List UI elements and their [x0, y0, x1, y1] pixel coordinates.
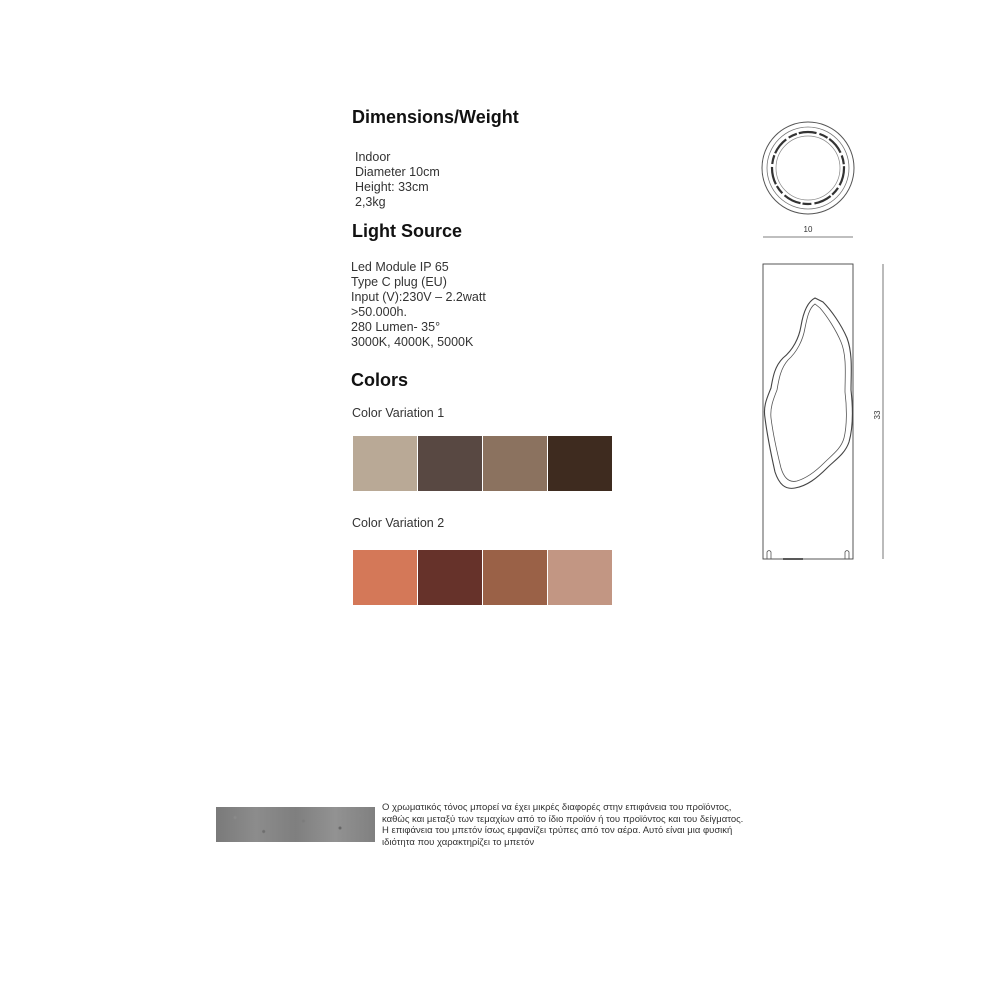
dimensions-heading: Dimensions/Weight	[352, 107, 519, 127]
light-source-line: Type C plug (EU)	[351, 275, 447, 289]
color-swatch	[418, 550, 482, 605]
inner-ring-thin	[776, 136, 840, 200]
light-source-line: Input (V):230V – 2.2watt	[351, 290, 486, 304]
color-variation-1-label: Color Variation 1	[352, 406, 445, 420]
light-source-line: 3000K, 4000K, 5000K	[351, 335, 474, 349]
height-label: 33	[873, 410, 882, 420]
diameter-label: 10	[803, 225, 813, 234]
color-swatch	[353, 436, 417, 491]
concrete-sample-image	[216, 807, 375, 842]
color-swatch	[418, 436, 482, 491]
foot-right	[845, 551, 849, 560]
color-swatch	[353, 550, 417, 605]
color-swatch	[483, 436, 547, 491]
body-outline	[763, 264, 853, 559]
dimensions-line: 2,3kg	[355, 195, 386, 209]
top-view-drawing	[755, 115, 865, 245]
dimensions-line: Indoor	[355, 150, 391, 164]
stone-outline-outer	[764, 298, 852, 488]
light-source-list	[351, 260, 486, 350]
light-source-line: 280 Lumen- 35°	[351, 320, 441, 334]
color-swatch	[483, 550, 547, 605]
light-source-heading: Light Source	[352, 221, 463, 241]
color-variation-1-swatches	[353, 436, 612, 491]
light-source-line: Led Module IP 65	[351, 260, 449, 274]
dimensions-list	[355, 150, 440, 210]
foot-left	[767, 551, 771, 560]
dimensions-line: Diameter 10cm	[355, 165, 440, 179]
colors-heading: Colors	[351, 370, 409, 390]
light-source-line: >50.000h.	[351, 305, 407, 319]
concrete-note: Ο χρωματικός τόνος μπορεί να έχει μικρές διαφορές στην επιφάνεια του προϊόντος, καθώς και μεταξύ των τεμαχίων από το ίδιο προϊόν ή του προϊόντος και του δείγματος. Η επιφάνεια του μπετόν ίσως εμφανίζει τρύπες από τον αέρα. Αυτό είναι μια φυσική ιδιότητα που χαρακτηρίζει το μπετόν	[382, 802, 744, 848]
dimensions-line: Height: 33cm	[355, 180, 429, 194]
side-view-drawing	[755, 258, 895, 568]
color-swatch	[548, 550, 612, 605]
color-variation-2-swatches	[353, 550, 612, 605]
inner-ring	[772, 132, 844, 204]
outer-ring-inner	[767, 127, 849, 209]
color-variation-2-label: Color Variation 2	[352, 516, 445, 530]
color-swatch	[548, 436, 612, 491]
stone-outline-inner	[771, 304, 847, 481]
